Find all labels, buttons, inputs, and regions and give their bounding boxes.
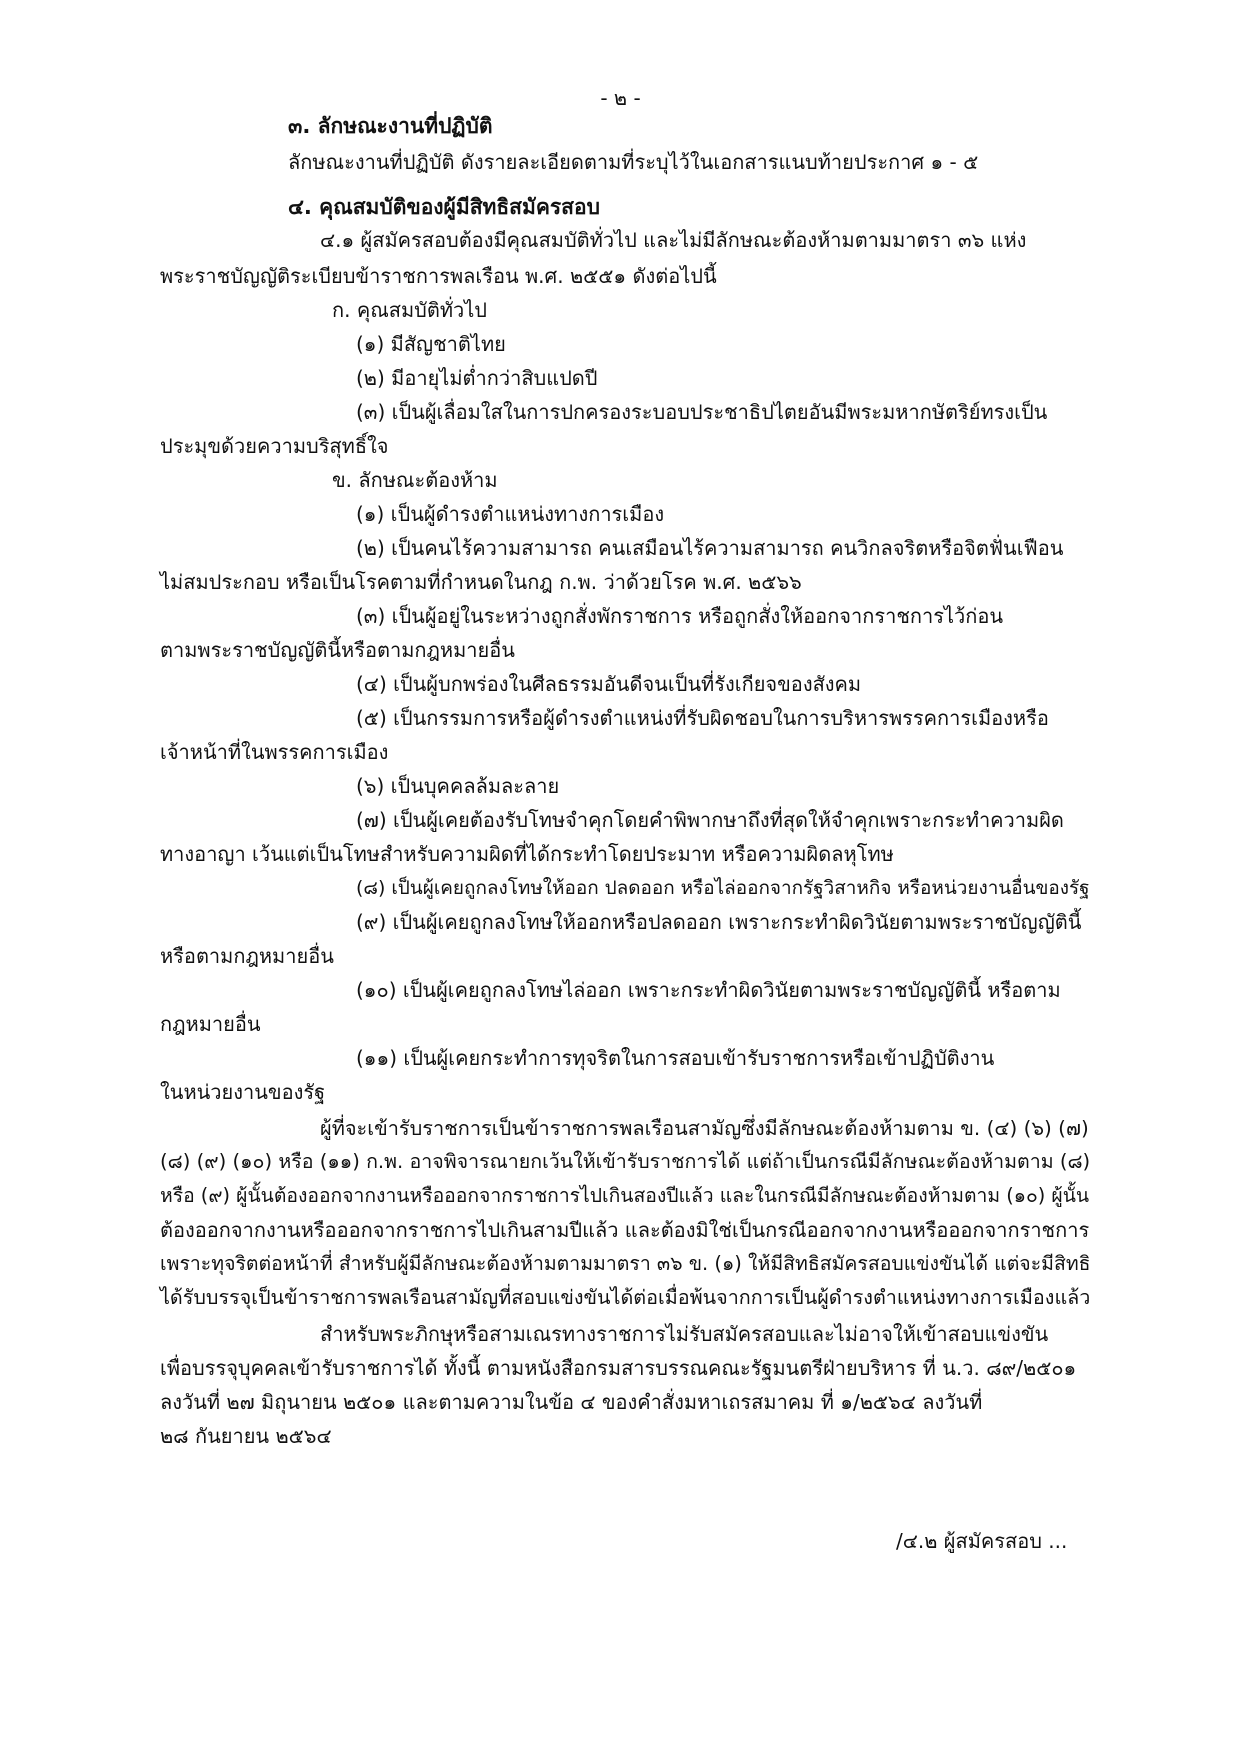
prohibited-item-2: (๒) เป็นคนไร้ความสามารถ คนเสมือนไร้ความสามารถ คนวิกลจริตหรือจิตฟั่นเฟือน [356, 536, 1064, 560]
prohibited-item-2-cont: ไม่สมประกอบ หรือเป็นโรคตามที่กำหนดในกฎ ก.พ. ว่าด้วยโรค พ.ศ. ๒๕๖๖ [160, 570, 802, 594]
prohibited-item-11-cont: ในหน่วยงานของรัฐ [160, 1080, 326, 1104]
prohibited-item-7: (๗) เป็นผู้เคยต้องรับโทษจำคุกโดยคำพิพากษาถึงที่สุดให้จำคุกเพราะกระทำความผิด [356, 808, 1064, 832]
general-item-3: (๓) เป็นผู้เลื่อมใสในการปกครองระบอบประชาธิปไตยอันมีพระมหากษัตริย์ทรงเป็น [356, 400, 1048, 424]
prohibited-item-5-cont: เจ้าหน้าที่ในพรรคการเมือง [160, 740, 389, 764]
prohibited-item-7-cont: ทางอาญา เว้นแต่เป็นโทษสำหรับความผิดที่ได้กระทำโดยประมาท หรือความผิดลหุโทษ [160, 842, 894, 866]
monk-paragraph-line: เพื่อบรรจุบุคคลเข้ารับราชการได้ ทั้งนี้ ตามหนังสือกรมสารบรรณคณะรัฐมนตรีฝ่ายบริหาร ที่ น.ว. ๘๙/๒๕๐๑ [160, 1356, 1077, 1380]
prohibited-item-3: (๓) เป็นผู้อยู่ในระหว่างถูกสั่งพักราชการ หรือถูกสั่งให้ออกจากราชการไว้ก่อน [356, 604, 1004, 628]
prohibited-item-9: (๙) เป็นผู้เคยถูกลงโทษให้ออกหรือปลดออก เพราะกระทำผิดวินัยตามพระราชบัญญัตินี้ [356, 910, 1082, 934]
prohibited-characteristics-title: ข. ลักษณะต้องห้าม [332, 468, 498, 492]
prohibited-item-8: (๘) เป็นผู้เคยถูกลงโทษให้ออก ปลดออก หรือไล่ออกจากรัฐวิสาหกิจ หรือหน่วยงานอื่นของรัฐ [356, 877, 1090, 899]
general-item-3-cont: ประมุขด้วยความบริสุทธิ์ใจ [160, 434, 389, 458]
general-item-2: (๒) มีอายุไม่ต่ำกว่าสิบแปดปี [356, 366, 598, 390]
prohibited-item-6: (๖) เป็นบุคคลล้มละลาย [356, 774, 560, 798]
prohibited-item-11: (๑๑) เป็นผู้เคยกระทำการทุจริตในการสอบเข้ารับราชการหรือเข้าปฏิบัติงาน [356, 1046, 995, 1070]
exemption-paragraph-line: เพราะทุจริตต่อหน้าที่ สำหรับผู้มีลักษณะต้องห้ามตามมาตรา ๓๖ ข. (๑) ให้มีสิทธิสมัครสอบแข่งขันได้ แต่จะมีสิทธิ [160, 1252, 1091, 1275]
monk-paragraph-line: สำหรับพระภิกษุหรือสามเณรทางราชการไม่รับสมัครสอบและไม่อาจให้เข้าสอบแข่งขัน [320, 1322, 1049, 1346]
section-4-heading: ๔. คุณสมบัติของผู้มีสิทธิสมัครสอบ [288, 195, 600, 219]
prohibited-item-5: (๕) เป็นกรรมการหรือผู้ดำรงตำแหน่งที่รับผิดชอบในการบริหารพรรคการเมืองหรือ [356, 706, 1049, 730]
section-3-heading: ๓. ลักษณะงานที่ปฏิบัติ [288, 114, 493, 138]
exemption-paragraph-line: ต้องออกจากงานหรือออกจากราชการไปเกินสามปีแล้ว และต้องมิใช่เป็นกรณีออกจากงานหรือออกจากราชการ [160, 1218, 1090, 1242]
general-item-1: (๑) มีสัญชาติไทย [356, 332, 506, 356]
prohibited-item-3-cont: ตามพระราชบัญญัตินี้หรือตามกฎหมายอื่น [160, 638, 515, 662]
section-4-1-intro: ๔.๑ ผู้สมัครสอบต้องมีคุณสมบัติทั่วไป และไม่มีลักษณะต้องห้ามตามมาตรา ๓๖ แห่ง [320, 228, 1027, 252]
exemption-paragraph-line: ผู้ที่จะเข้ารับราชการเป็นข้าราชการพลเรือนสามัญซึ่งมีลักษณะต้องห้ามตาม ข. (๔) (๖) (๗) [320, 1116, 1089, 1140]
monk-paragraph-line: ๒๘ กันยายน ๒๕๖๔ [160, 1424, 332, 1448]
prohibited-item-10-cont: กฎหมายอื่น [160, 1012, 261, 1036]
monk-paragraph-line: ลงวันที่ ๒๗ มิถุนายน ๒๕๐๑ และตามความในข้อ ๔ ของคำสั่งมหาเถรสมาคม ที่ ๑/๒๕๖๔ ลงวันที่ [160, 1390, 983, 1414]
page-number: - ๒ - [600, 86, 641, 110]
section-3-text: ลักษณะงานที่ปฏิบัติ ดังรายละเอียดตามที่ระบุไว้ในเอกสารแนบท้ายประกาศ ๑ - ๕ [288, 150, 979, 174]
general-qualifications-title: ก. คุณสมบัติทั่วไป [332, 298, 487, 322]
prohibited-item-9-cont: หรือตามกฎหมายอื่น [160, 944, 334, 968]
exemption-paragraph-line: (๘) (๙) (๑๐) หรือ (๑๑) ก.พ. อาจพิจารณายกเว้นให้เข้ารับราชการได้ แต่ถ้าเป็นกรณีมีลักษณะต้องห้ามตาม (๘) [160, 1150, 1091, 1173]
prohibited-item-1: (๑) เป็นผู้ดำรงตำแหน่งทางการเมือง [356, 502, 665, 526]
continuation-marker: /๔.๒ ผู้สมัครสอบ ... [896, 1529, 1068, 1553]
exemption-paragraph-line: ได้รับบรรจุเป็นข้าราชการพลเรือนสามัญที่สอบแข่งขันได้ต่อเมื่อพ้นจากการเป็นผู้ดำรงตำแหน่งทางการเมืองแล้ว [160, 1286, 1091, 1309]
exemption-paragraph-line: หรือ (๙) ผู้นั้นต้องออกจากงานหรือออกจากราชการไปเกินสองปีแล้ว และในกรณีมีลักษณะต้องห้ามตาม (๑๐) ผู้นั้น [160, 1184, 1090, 1207]
prohibited-item-4: (๔) เป็นผู้บกพร่องในศีลธรรมอันดีจนเป็นที่รังเกียจของสังคม [356, 672, 862, 696]
section-4-1-intro-cont: พระราชบัญญัติระเบียบข้าราชการพลเรือน พ.ศ. ๒๕๕๑ ดังต่อไปนี้ [160, 264, 717, 288]
prohibited-item-10: (๑๐) เป็นผู้เคยถูกลงโทษไล่ออก เพราะกระทำผิดวินัยตามพระราชบัญญัตินี้ หรือตาม [356, 978, 1061, 1002]
